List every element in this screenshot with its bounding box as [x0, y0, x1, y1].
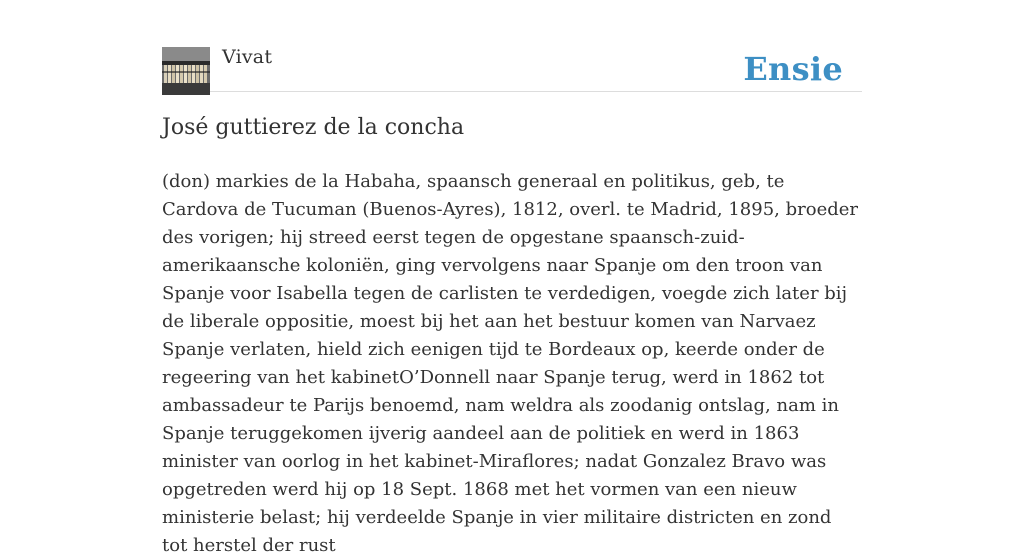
article-body: (don) markies de la Habaha, spaansch generaal en politikus, geb, te Cardova de Tucuman (Buenos-Ayres), 1812, overl. te Madrid, 1895, broeder des vorigen; hij streed eerst tegen de opgestane spaansch-zuid-amerikaansche koloniën, ging vervolgens naar Spanje om den troon van Spanje voor Isabella tegen de carlisten te verdedigen, voegde zich later bij de liberale oppositie, moest bij het aan het bestuur komen van Narvaez Spanje verlaten, hield zich eenigen tijd te Bordeaux op, keerde onder de regeering van het kabinetO’Donnell naar Spanje terug, werd in 1862 tot ambassadeur te Parijs benoemd, nam weldra als zoodanig ontslag, nam in Spanje teruggekomen ijverig aandeel aan de politiek en werd in 1863 minister van oorlog in het kabinet-Miraflores; nadat Gonzalez Bravo was opgetreden werd hij op 18 Sept. 1868 met het vormen van een nieuw ministerie belast; hij verdeelde Spanje in vier militaire districten en zond tot herstel der rust [162, 171, 858, 556]
article-title: José guttierez de la concha [162, 115, 465, 140]
header [162, 0, 862, 92]
brand-logo[interactable]: Ensie [743, 50, 843, 88]
article-page [162, 0, 862, 556]
source-name[interactable]: Vivat [222, 46, 273, 68]
book-spines-avatar-icon[interactable] [162, 47, 210, 95]
